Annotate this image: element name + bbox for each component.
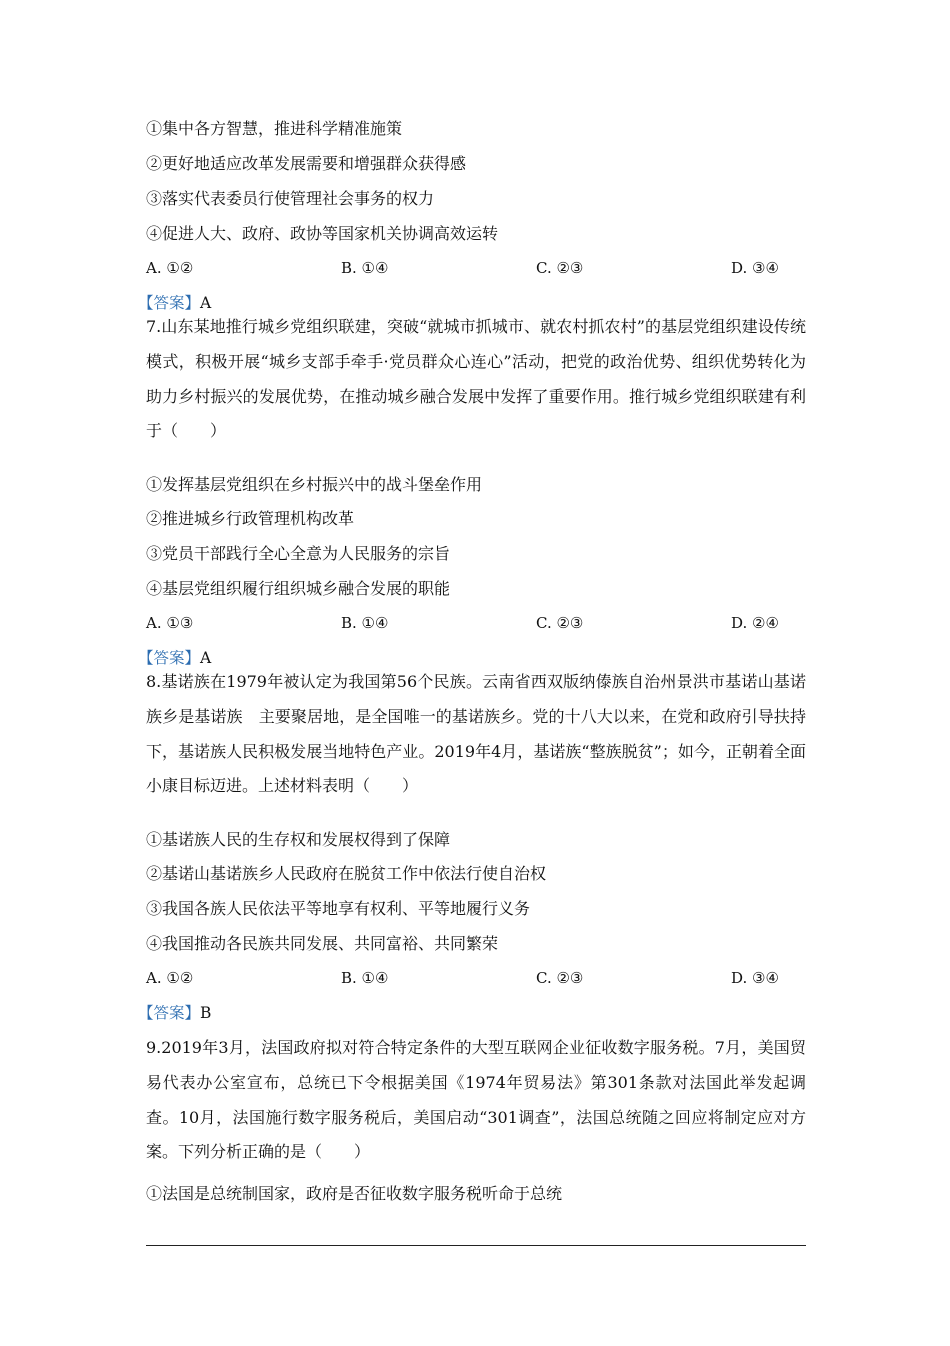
- q6-options: [146, 257, 806, 279]
- q6-option-d: D. ③④: [731, 259, 779, 277]
- q8-option-b: B. ①④: [341, 969, 389, 987]
- answer-tag: 【答案】: [138, 649, 201, 667]
- answer-tag: 【答案】: [138, 294, 201, 312]
- q7-statement-2: ②推进城乡行政管理机构改革: [146, 509, 355, 528]
- q8-statement-2: ②基诺山基诺族乡人民政府在脱贫工作中依法行使自治权: [146, 864, 547, 883]
- q7-statement-3: ③党员干部践行全心全意为人民服务的宗旨: [146, 544, 451, 563]
- q8-option-c: C. ②③: [536, 969, 584, 987]
- q7-stem: 7.山东某地推行城乡党组织联建，突破“就城市抓城市、就农村抓农村”的基层党组织建设传统模式，积极开展“城乡支部手牵手·党员群众心连心”活动，把党的政治优势、组织优势转化为助力乡村振兴的发展优势，在推动城乡融合发展中发挥了重要作用。推行城乡党组织联建有利于（ ）: [146, 317, 806, 441]
- q6-statement-1: ①集中各方智慧，推进科学精准施策: [146, 119, 403, 138]
- answer-value: A: [200, 294, 212, 312]
- q7-option-b: B. ①④: [341, 614, 389, 632]
- q8-option-a: A. ①②: [146, 969, 194, 987]
- q6-statement-2: ②更好地适应改革发展需要和增强群众获得感: [146, 154, 467, 173]
- footer-divider: [146, 1245, 806, 1246]
- q8-statement-3: ③我国各族人民依法平等地享有权利、平等地履行义务: [146, 899, 531, 918]
- answer-value: B: [200, 1004, 212, 1022]
- q7-statement-1: ①发挥基层党组织在乡村振兴中的战斗堡垒作用: [146, 475, 483, 494]
- q8-stem: 8.基诺族在1979年被认定为我国第56个民族。云南省西双版纳傣族自治州景洪市基诺山基诺族乡是基诺族 主要聚居地，是全国唯一的基诺族乡。党的十八大以来，在党和政府引导扶持下，基诺族人民积极发展当地特色产业。2019年4月，基诺族“整族脱贫”；如今，正朝着全面小康目标迈进。上述材料表明（ ）: [146, 672, 806, 796]
- q9-stem: 9.2019年3月，法国政府拟对符合特定条件的大型互联网企业征收数字服务税。7月，美国贸易代表办公室宣布，总统已下令根据美国《1974年贸易法》第301条款对法国此举发起调查。10月，法国施行数字服务税后，美国启动“301调查”，法国总统随之回应将制定应对方案。下列分析正确的是（ ）: [146, 1038, 806, 1162]
- q6-statement-4: ④促进人大、政府、政协等国家机关协调高效运转: [146, 224, 499, 243]
- q8-option-d: D. ③④: [731, 969, 779, 987]
- q8-answer: [138, 1002, 211, 1024]
- q6-option-a: A. ①②: [146, 259, 194, 277]
- q8-statement-1: ①基诺族人民的生存权和发展权得到了保障: [146, 830, 451, 849]
- q7-statement-4: ④基层党组织履行组织城乡融合发展的职能: [146, 579, 451, 598]
- q9-statement-1: ①法国是总统制国家，政府是否征收数字服务税听命于总统: [146, 1184, 563, 1203]
- q7-option-a: A. ①③: [146, 614, 194, 632]
- q7-options: [146, 612, 806, 634]
- q8-options: [146, 967, 806, 989]
- answer-tag: 【答案】: [138, 1004, 201, 1022]
- answer-value: A: [200, 649, 212, 667]
- q6-option-b: B. ①④: [341, 259, 389, 277]
- q6-option-c: C. ②③: [536, 259, 584, 277]
- q7-option-d: D. ②④: [731, 614, 779, 632]
- q6-statement-3: ③落实代表委员行使管理社会事务的权力: [146, 189, 435, 208]
- q7-option-c: C. ②③: [536, 614, 584, 632]
- q8-statement-4: ④我国推动各民族共同发展、共同富裕、共同繁荣: [146, 934, 499, 953]
